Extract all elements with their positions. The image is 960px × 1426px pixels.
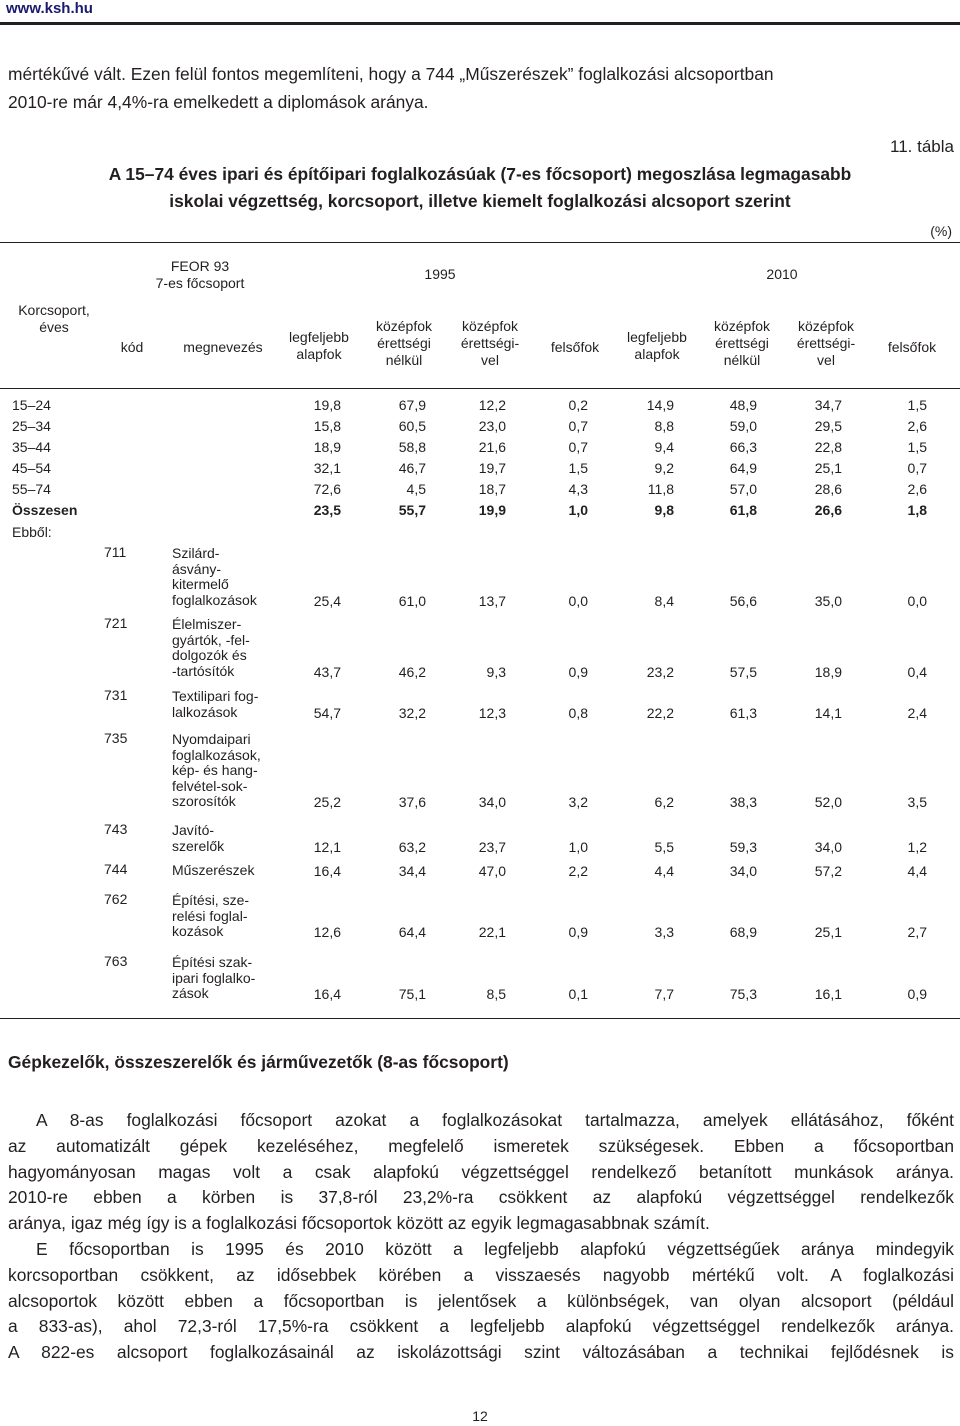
table-cell: 22,1 [478,924,506,940]
table-cell: 0,4 [907,663,927,680]
table-cell: 1,5 [907,439,927,455]
table-cell: 34,0 [478,794,506,810]
occupation-name-line: dolgozók és [172,647,247,663]
table-cell: 61,8 [729,502,757,518]
table-cell: 8,5 [486,986,506,1002]
page-number: 12 [472,1408,488,1424]
table-cell: 37,6 [398,794,426,810]
age-group-label: 15–24 [12,397,51,413]
table-cell: 9,8 [654,502,674,518]
column-header-line: középfok [461,318,519,334]
table-cell: 1,5 [907,397,927,413]
header-year-1995: 1995 [424,266,456,282]
table-cell: 64,9 [729,460,757,476]
table-cell: 0,7 [568,439,588,455]
paragraph-line: A 8-as foglalkozási főcsoport azokat a foglalkozásokat tartalmazza, amelyek ellátásához, főként [36,1110,954,1130]
occupation-code: 721 [104,615,128,631]
table-cell: 8,8 [654,418,674,434]
table-cell: 56,6 [729,592,757,609]
paragraph-line: 2010-re ebben a körben is 37,8-ról 23,2%-ra csökkent az alapfokú végzettséggel rendelkezők [8,1187,954,1208]
table-cell: 59,0 [729,418,757,434]
occupation-name-line: -tartósítók [172,662,235,679]
paragraph-line: korcsoportban csökkent, az idősebbek körében a visszaesés nagyobb mértékű volt. A foglalkozási [8,1264,954,1285]
table-cell: 2,2 [568,863,588,879]
table-cell: 4,4 [907,863,927,879]
table-cell: 43,7 [313,663,341,680]
age-group-label: 55–74 [12,481,51,497]
table-cell: 46,7 [398,460,426,476]
table-cell: 75,1 [398,986,426,1002]
table-title-line-2: iskolai végzettség, korcsoport, illetve kiemelt foglalkozási alcsoport szerint [169,191,791,211]
table-cell: 2,4 [907,704,927,721]
occupation-code: 744 [104,861,128,877]
table-cell: 1,2 [907,838,927,855]
table-cell: 4,4 [654,863,674,879]
column-header-line: alapfok [634,346,680,362]
table-number: 11. tábla [890,137,954,156]
table-cell: 21,6 [478,439,506,455]
table-cell: 12,1 [313,838,341,855]
occupation-name-line: Javító- [172,822,215,838]
table-cell: 19,8 [313,397,341,413]
header-name: megnevezés [183,339,263,355]
column-header-line: érettségi [715,335,769,351]
occupation-name-line: foglalkozások, [172,746,261,763]
occupation-name-line: Nyomdaipari [172,731,251,747]
column-header [867,339,957,356]
table-cell: 57,5 [729,663,757,680]
column-header [530,339,620,356]
table-cell: 5,5 [654,838,674,855]
table-cell: 18,9 [814,663,842,680]
age-group-label: 25–34 [12,418,51,434]
table-cell: 61,0 [398,592,426,609]
intro-line-1: mértékűvé vált. Ezen felül fontos megemlíteni, hogy a 744 „Műszerészek” foglalkozási alcsoportban [8,64,774,84]
table-cell: 0,9 [568,924,588,940]
table-cell: 9,2 [654,460,674,476]
section-title: Gépkezelők, összeszerelők és járművezetők (8-as főcsoport) [8,1052,509,1072]
table-cell: 16,1 [814,986,842,1002]
column-header-line: felsőfok [550,339,600,355]
table-cell: 48,9 [729,397,757,413]
of-which-label: Ebből: [12,524,52,540]
paragraph-line: alcsoportok között ebben a főcsoportban is jelentősek a különbségek, van olyan alcsoport (például [8,1290,954,1311]
table-cell: 0,1 [568,986,588,1002]
occupation-name-line: felvétel-sok- [172,777,248,794]
table-cell: 32,2 [398,704,426,721]
table-cell: 0,0 [568,592,588,609]
table-cell: 2,6 [907,481,927,497]
occupation-name-line: ásvány- [172,560,222,577]
occupation-code: 762 [104,891,128,907]
table-top-rule [0,242,960,243]
table-cell: 61,3 [729,704,757,721]
site-url[interactable]: www.ksh.hu [6,0,93,17]
total-label: Összesen [12,502,78,518]
occupation-name-line: kép- és hang- [172,762,258,778]
table-cell: 66,3 [729,439,757,455]
header-age-group: Korcsoport, éves [18,302,90,335]
occupation-name-line: Műszerészek [172,862,255,878]
table-cell: 14,9 [646,397,674,413]
column-header-line: legfeljebb [289,329,349,345]
table-cell: 58,8 [398,439,426,455]
table-cell: 9,3 [486,663,506,680]
table-cell: 3,5 [907,794,927,810]
column-header-line: érettségi- [460,335,520,351]
table-cell: 6,2 [654,794,674,810]
table-cell: 52,0 [814,794,842,810]
paragraph-line: hagyományosan magas volt a csak alapfokú végzettséggel rendelkező betanított munkások aránya. [8,1161,954,1182]
table-cell: 18,7 [478,481,506,497]
table-cell: 3,3 [654,924,674,940]
occupation-name-line: relési foglal- [172,907,248,924]
paragraph-line: aránya, igaz még így is a foglalkozási főcsoportok között az egyik legmagasabbnak számít. [8,1213,710,1234]
table-cell: 72,6 [313,481,341,497]
paragraph-line: E főcsoportban is 1995 és 2010 között a legfeljebb alapfokú végzettségűek aránya mindegyik [36,1239,954,1259]
table-cell: 4,3 [568,481,588,497]
table-cell: 22,8 [814,439,842,455]
table-title-line-1: A 15–74 éves ipari és építőipari foglalkozásúak (7-es főcsoport) megoszlása legmagasabb [108,164,852,184]
table-cell: 28,6 [814,481,842,497]
table-cell: 25,4 [313,592,341,609]
column-header-line: nélkül [723,352,761,368]
table-cell: 75,3 [729,986,757,1002]
table-cell: 34,7 [814,397,842,413]
table-cell: 1,5 [568,460,588,476]
header-code: kód [120,339,144,355]
table-cell: 7,7 [654,986,674,1002]
table-cell: 4,5 [406,481,426,497]
table-cell: 16,4 [313,986,341,1002]
header-year-2010: 2010 [766,266,798,282]
table-cell: 14,1 [814,704,842,721]
occupation-code: 711 [104,544,127,560]
table-cell: 23,7 [478,838,506,855]
header-feor: FEOR 93 7-es főcsoport [155,258,245,291]
table-cell: 1,8 [907,502,927,518]
table-cell: 47,0 [478,863,506,879]
table-cell: 60,5 [398,418,426,434]
table-cell: 57,2 [814,863,842,879]
table-cell: 55,7 [398,502,426,518]
table-cell: 68,9 [729,924,757,940]
occupation-name-line: kitermelő [172,576,229,592]
table-cell: 35,0 [814,592,842,609]
table-cell: 0,9 [568,663,588,680]
column-header-line: középfok [797,318,855,334]
occupation-name-line: Építési szak- [172,954,253,970]
table-cell: 26,6 [814,502,842,518]
table-cell: 38,3 [729,794,757,810]
occupation-name-line: kozások [172,923,224,939]
table-cell: 15,8 [313,418,341,434]
column-header-line: középfok [713,318,771,334]
column-header-line: felsőfok [887,339,937,355]
table-cell: 13,7 [478,592,506,609]
table-cell: 25,2 [313,794,341,810]
table-cell: 23,5 [313,502,341,518]
occupation-name-line: Élelmiszer- [172,616,242,632]
occupation-name-line: gyártók, -fel- [172,631,250,648]
column-header [781,318,871,369]
paragraph-line: a 833-as), ahol 72,3-ról 17,5%-ra csökkent a legfeljebb alapfokú végzettséggel rendelkezők aránya. [8,1316,954,1337]
table-cell: 9,4 [654,439,674,455]
column-header [359,318,449,369]
table-cell: 18,9 [313,439,341,455]
column-header [274,329,364,363]
table-cell: 54,7 [313,704,341,721]
table-cell: 0,2 [568,397,588,413]
table-cell: 25,1 [814,460,842,476]
table-cell: 23,2 [646,663,674,680]
table-cell: 32,1 [313,460,341,476]
age-group-label: 45–54 [12,460,51,476]
table-cell: 29,5 [814,418,842,434]
occupation-name-line: szerelők [172,837,225,854]
age-group-label: 35–44 [12,439,51,455]
table-cell: 2,7 [907,924,927,940]
column-header-line: érettségi- [796,335,856,351]
occupation-name-line: Szilárd- [172,545,220,561]
table-cell: 11,8 [647,481,674,497]
table-cell: 2,6 [907,418,927,434]
header-rule [0,22,960,25]
paragraph-line: az automatizált gépek kezeléséhez, megfelelő ismeretek szükségesek. Ebben a főcsoportban [8,1135,954,1156]
table-cell: 34,0 [814,838,842,855]
table-cell: 19,9 [478,502,506,518]
table-cell: 46,2 [398,663,426,680]
unit-label: (%) [930,223,952,239]
column-header [697,318,787,369]
table-cell: 12,6 [313,924,341,940]
table-cell: 23,0 [478,418,506,434]
table-cell: 1,0 [568,502,588,518]
table-cell: 8,4 [654,592,674,609]
occupation-code: 731 [104,687,128,703]
table-bottom-rule [0,1018,960,1019]
table-cell: 25,1 [814,924,842,940]
table-cell: 1,0 [568,838,588,855]
table-cell: 64,4 [398,924,426,940]
occupation-name-line: zások [172,985,209,1001]
header-bottom-rule [0,388,960,389]
table-cell: 59,3 [729,838,757,855]
occupation-name-line: ipari foglalko- [172,969,256,986]
occupation-name-line: Építési, sze- [172,892,250,908]
table-cell: 0,7 [568,418,588,434]
column-header [612,329,702,363]
column-header-line: érettségi [377,335,431,351]
table-cell: 12,3 [478,704,506,721]
table-cell: 3,2 [568,794,588,810]
paragraph-line: A 822-es alcsoport foglalkozásainál az iskolázottsági szint változásában a technikai fejlődésnek is [8,1342,954,1363]
column-header [445,318,535,369]
column-header-line: vel [481,352,499,368]
intro-line-2: 2010-re már 4,4%-ra emelkedett a diplomások aránya. [8,92,429,112]
column-header-line: nélkül [385,352,423,368]
table-cell: 0,9 [907,986,927,1002]
occupation-code: 763 [104,953,128,969]
column-header-line: legfeljebb [627,329,687,345]
table-cell: 0,0 [907,592,927,609]
table-cell: 57,0 [729,481,757,497]
table-cell: 67,9 [398,397,426,413]
table-cell: 16,4 [313,863,341,879]
occupation-name-line: foglalkozások [172,591,257,608]
table-cell: 19,7 [478,460,506,476]
table-cell: 22,2 [646,704,674,721]
column-header-line: középfok [375,318,433,334]
occupation-code: 743 [104,821,128,837]
table-cell: 0,8 [568,704,588,721]
table-cell: 63,2 [398,838,426,855]
occupation-code: 735 [104,730,128,746]
occupation-name-line: Textilipari fog- [172,688,259,704]
table-cell: 12,2 [478,397,506,413]
column-header-line: vel [817,352,835,368]
occupation-name-line: szorosítók [172,793,236,809]
table-cell: 34,4 [398,863,426,879]
occupation-name-line: lalkozások [172,703,238,720]
table-cell: 0,7 [907,460,927,476]
table-cell: 34,0 [729,863,757,879]
column-header-line: alapfok [296,346,342,362]
